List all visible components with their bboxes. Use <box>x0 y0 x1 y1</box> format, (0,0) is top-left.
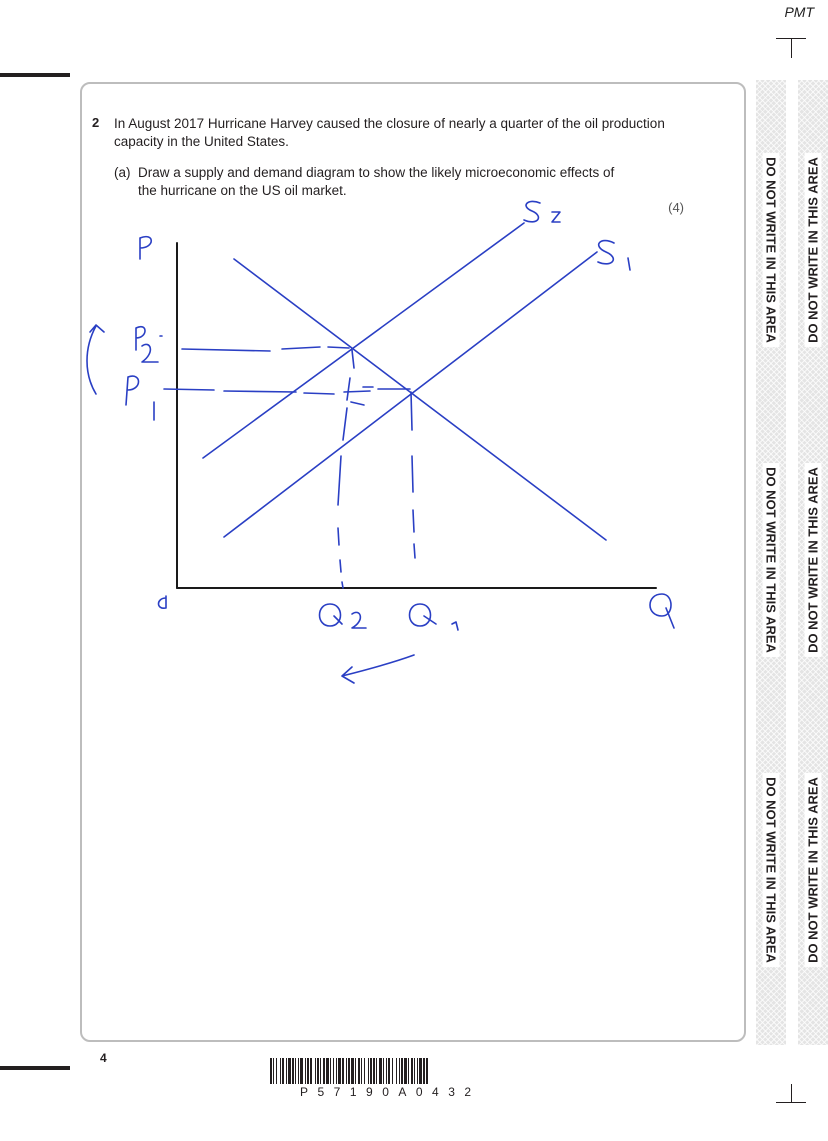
barcode-bar <box>323 1058 325 1084</box>
barcode-bar <box>280 1058 281 1084</box>
barcode-bar <box>361 1058 362 1084</box>
barcode-bar <box>370 1058 372 1084</box>
p1-dashed-line <box>164 389 410 394</box>
barcode-bar <box>286 1058 287 1084</box>
barcode-bar <box>338 1058 341 1084</box>
barcode <box>270 1058 552 1084</box>
barcode-bar <box>326 1058 329 1084</box>
barcode-bar <box>368 1058 369 1084</box>
handwritten-q-axis <box>650 594 674 628</box>
handwritten-s1 <box>598 241 630 270</box>
cross-mark <box>351 387 373 405</box>
barcode-bar <box>414 1058 415 1084</box>
barcode-bar <box>423 1058 425 1084</box>
barcode-bar <box>295 1058 296 1084</box>
barcode-bar <box>300 1058 303 1084</box>
barcode-bar <box>364 1058 365 1084</box>
barcode-bar <box>336 1058 337 1084</box>
barcode-bar <box>379 1058 382 1084</box>
barcode-bar <box>282 1058 284 1084</box>
barcode-bar <box>298 1058 299 1084</box>
barcode-bar <box>315 1058 316 1084</box>
pmt-watermark: PMT <box>784 4 814 20</box>
barcode-bar <box>401 1058 403 1084</box>
barcode-bar <box>348 1058 350 1084</box>
handwritten-q2 <box>320 604 367 628</box>
handwritten-p-axis <box>140 237 151 259</box>
barcode-bar <box>396 1058 397 1084</box>
margin-label-inner-2: DO NOT WRITE IN THIS AREA <box>763 463 780 657</box>
barcode-bar <box>404 1058 407 1084</box>
margin-label-inner-1: DO NOT WRITE IN THIS AREA <box>763 153 780 347</box>
question-number: 2 <box>92 115 100 130</box>
barcode-bar <box>317 1058 319 1084</box>
margin-label-outer-1: DO NOT WRITE IN THIS AREA <box>805 153 822 347</box>
barcode-bar <box>310 1058 312 1084</box>
barcode-bar <box>388 1058 390 1084</box>
barcode-bar <box>417 1058 418 1084</box>
barcode-bar <box>419 1058 422 1084</box>
barcode-bar <box>342 1058 344 1084</box>
barcode-bar <box>320 1058 321 1084</box>
barcode-bar <box>373 1058 375 1084</box>
part-text-line1: Draw a supply and demand diagram to show the likely microeconomic effects of <box>138 165 615 180</box>
q2-dashed-line <box>338 350 354 588</box>
barcode-bar <box>411 1058 413 1084</box>
barcode-bar <box>288 1058 291 1084</box>
p2-dashed-line <box>182 347 349 351</box>
part-label: (a) <box>114 165 131 180</box>
page-number: 4 <box>100 1051 107 1065</box>
barcode-bar <box>307 1058 309 1084</box>
question-text: In August 2017 Hurricane Harvey caused the closure of nearly a quarter of the oil production capacity in the United States. <box>114 116 665 149</box>
barcode-bar <box>333 1058 334 1084</box>
barcode-bar <box>383 1058 384 1084</box>
handwritten-p1 <box>126 376 154 420</box>
price-up-arrow <box>87 325 104 394</box>
margin-label-outer-2: DO NOT WRITE IN THIS AREA <box>805 463 822 657</box>
handwritten-q1 <box>410 604 459 630</box>
margin-label-outer-3: DO NOT WRITE IN THIS AREA <box>805 773 822 967</box>
barcode-bar <box>346 1058 347 1084</box>
marks-allocation: (4) <box>668 200 684 215</box>
barcode-bar <box>273 1058 274 1084</box>
barcode-bar <box>276 1058 277 1084</box>
part-text-line2: the hurricane on the US oil market. <box>138 183 347 198</box>
barcode-bar <box>358 1058 360 1084</box>
margin-label-inner-3: DO NOT WRITE IN THIS AREA <box>763 773 780 967</box>
handwritten-origin <box>159 596 167 608</box>
barcode-bar <box>292 1058 294 1084</box>
q1-dashed-line <box>411 392 415 558</box>
barcode-bar <box>399 1058 400 1084</box>
barcode-bar <box>270 1058 272 1084</box>
barcode-bar <box>386 1058 387 1084</box>
quantity-down-arrow <box>342 655 414 683</box>
barcode-bar <box>355 1058 356 1084</box>
barcode-bar <box>305 1058 306 1084</box>
barcode-bar <box>408 1058 409 1084</box>
barcode-bar <box>330 1058 331 1084</box>
demand-curve <box>234 259 606 540</box>
handwritten-p2 <box>136 327 162 362</box>
barcode-bar <box>376 1058 377 1084</box>
barcode-bar <box>351 1058 354 1084</box>
supply-curve-s2 <box>203 223 524 458</box>
handwritten-s2 <box>524 201 560 222</box>
barcode-bar <box>392 1058 393 1084</box>
barcode-bar <box>426 1058 428 1084</box>
barcode-text: P57190A0432 <box>300 1085 481 1099</box>
